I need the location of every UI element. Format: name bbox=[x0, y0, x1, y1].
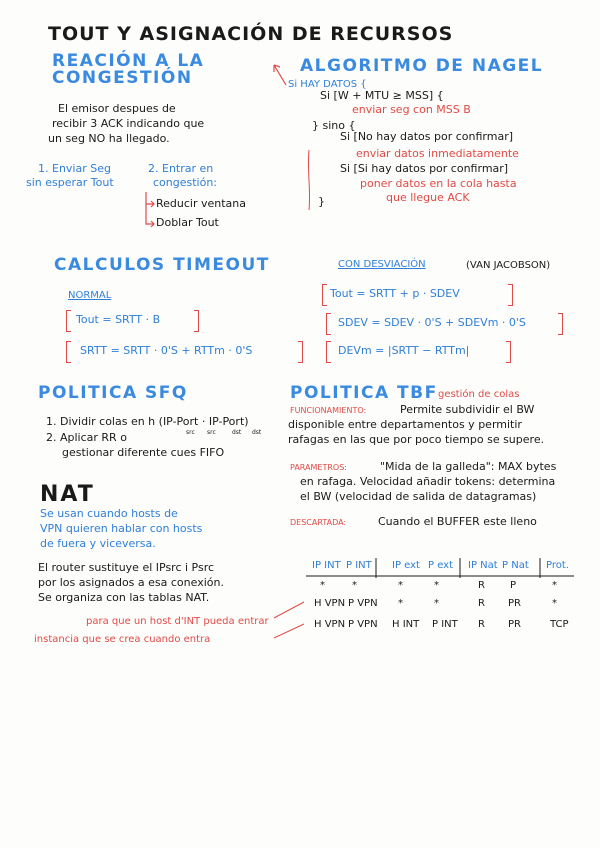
nagel-line-7: Si [Si hay datos por confirmar] bbox=[340, 162, 509, 175]
nat-cell: PR bbox=[508, 598, 521, 609]
nat-cell: * bbox=[434, 580, 439, 591]
tbf-desc-text: Cuando el BUFFER este lleno bbox=[378, 515, 537, 528]
nat-red-2: instancia que se crea cuando entra bbox=[34, 634, 211, 645]
tbf-param-1: "Mida de la galleda": MAX bytes bbox=[380, 460, 557, 473]
sfq-item-3: gestionar diferente cues FIFO bbox=[62, 446, 225, 459]
tbf-func-3: rafagas en las que por poco tiempo se supere. bbox=[288, 433, 545, 446]
nagel-heading: ALGORITMO DE NAGEL bbox=[300, 56, 544, 76]
nat-cell: * bbox=[398, 598, 403, 609]
nat-th-2: P INT bbox=[346, 560, 372, 571]
nat-blue-1: Se usan cuando hosts de bbox=[40, 507, 178, 520]
reaccion-intro-2: recibir 3 ACK indicando que bbox=[52, 117, 205, 130]
nat-blue-2: VPN quieren hablar con hosts bbox=[40, 522, 203, 535]
tbf-param-label: PARAMETROS: bbox=[290, 463, 347, 472]
nat-cell: P VPN bbox=[348, 619, 378, 630]
nagel-line-2: Si [W + MTU ≥ MSS] { bbox=[320, 89, 444, 102]
nat-th-7: Prot. bbox=[546, 560, 569, 571]
desv-formula-1: Tout = SRTT + p · SDEV bbox=[330, 287, 460, 300]
reaccion-action-1: Reducir ventana bbox=[156, 197, 247, 210]
desv-author: (VAN JACOBSON) bbox=[466, 260, 551, 271]
sfq-sub-4: dst bbox=[252, 429, 262, 436]
nat-th-1: IP INT bbox=[312, 560, 341, 571]
nat-black-1: El router sustituye el IPsrc i Psrc bbox=[38, 561, 215, 574]
desv-formula-3: DEVm = |SRTT − RTTm| bbox=[338, 344, 470, 357]
nagel-arrow bbox=[270, 57, 290, 97]
tbf-func-1: Permite subdividir el BW bbox=[400, 403, 535, 416]
nat-cell: P VPN bbox=[348, 598, 378, 609]
desv-label: CON DESVIACIÓN bbox=[338, 259, 426, 270]
nat-cell: H INT bbox=[392, 619, 420, 630]
nagel-guide bbox=[304, 150, 314, 210]
desv-formula-2: SDEV = SDEV · 0'S + SDEVm · 0'S bbox=[338, 316, 526, 329]
nagel-line-6: enviar datos inmediatamente bbox=[356, 147, 519, 160]
nat-cell: * bbox=[352, 580, 357, 591]
tbf-func-label: FUNCIONAMIENTO: bbox=[290, 406, 367, 415]
nat-cell: PR bbox=[508, 619, 521, 630]
normal-formula-1: Tout = SRTT · B bbox=[76, 313, 161, 326]
nat-heading: NAT bbox=[40, 482, 95, 507]
normal-formula-2: SRTT = SRTT · 0'S + RTTm · 0'S bbox=[80, 344, 253, 357]
reaccion-intro-1: El emisor despues de bbox=[58, 102, 176, 115]
normal-label: NORMAL bbox=[68, 290, 112, 301]
tbf-note: gestión de colas bbox=[438, 389, 520, 400]
nat-cell: * bbox=[434, 598, 439, 609]
sfq-item-1: 1. Dividir colas en h (IP-Port · IP-Port) bbox=[46, 415, 249, 428]
reaccion-opt2-b: congestión: bbox=[153, 176, 218, 189]
nat-black-3: Se organiza con las tablas NAT. bbox=[38, 591, 210, 604]
reaccion-heading: REACIÓN A LA CONGESTIÓN bbox=[52, 51, 205, 88]
nat-cell: P INT bbox=[432, 619, 458, 630]
tbf-param-3: el BW (velocidad de salida de datagramas) bbox=[300, 490, 537, 503]
sfq-heading: POLITICA SFQ bbox=[38, 383, 188, 403]
nagel-line-8: poner datos en la cola hasta bbox=[360, 177, 517, 190]
nat-cell: R bbox=[478, 619, 485, 630]
tbf-desc-label: DESCARTADA: bbox=[290, 518, 347, 527]
calculos-heading: CALCULOS TIMEOUT bbox=[54, 255, 270, 275]
nat-blue-3: de fuera y viceversa. bbox=[40, 537, 156, 550]
reaccion-action-2: Doblar Tout bbox=[156, 216, 219, 229]
nat-cell: * bbox=[320, 580, 325, 591]
nat-cell: * bbox=[398, 580, 403, 591]
reaccion-opt1-a: 1. Enviar Seg bbox=[38, 162, 111, 175]
nat-cell: H VPN bbox=[314, 619, 346, 630]
sfq-sub-2: src bbox=[207, 429, 216, 436]
nat-cell: TCP bbox=[550, 619, 569, 630]
sfq-sub-1: src bbox=[186, 429, 195, 436]
reaccion-intro-3: un seg NO ha llegado. bbox=[48, 132, 170, 145]
sfq-sub-3: dst bbox=[232, 429, 242, 436]
reaccion-opt1-b: sin esperar Tout bbox=[26, 176, 114, 189]
sfq-item-2: 2. Aplicar RR o bbox=[46, 431, 127, 444]
page-title: TOUT Y ASIGNACIÓN DE RECURSOS bbox=[48, 23, 454, 45]
nagel-line-5: Si [No hay datos por confirmar] bbox=[340, 130, 514, 143]
nagel-line-10: } bbox=[318, 195, 325, 208]
nat-cell: P bbox=[510, 580, 517, 591]
nat-th-3: IP ext bbox=[392, 560, 420, 571]
nat-cell: * bbox=[552, 580, 557, 591]
nat-th-5: IP Nat bbox=[468, 560, 498, 571]
tbf-func-2: disponible entre departamentos y permitir bbox=[288, 418, 522, 431]
nagel-line-4: } sino { bbox=[312, 119, 356, 132]
nagel-line-9: que llegue ACK bbox=[386, 191, 470, 204]
nat-th-4: P ext bbox=[428, 560, 454, 571]
nat-arrows bbox=[270, 598, 310, 648]
nat-red-1: para que un host d'INT pueda entrar bbox=[86, 616, 269, 627]
reaccion-opt2-a: 2. Entrar en bbox=[148, 162, 214, 175]
nat-cell: R bbox=[478, 598, 485, 609]
nat-th-6: P Nat bbox=[502, 560, 529, 571]
nagel-line-3: enviar seg con MSS B bbox=[352, 103, 471, 116]
nat-cell: R bbox=[478, 580, 485, 591]
nagel-line-1: Si HAY DATOS { bbox=[288, 79, 367, 90]
nat-cell: * bbox=[552, 598, 557, 609]
nat-cell: H VPN bbox=[314, 598, 346, 609]
tbf-heading: POLITICA TBF bbox=[290, 383, 438, 403]
tbf-param-2: en rafaga. Velocidad añadir tokens: determina bbox=[300, 475, 556, 488]
nat-black-2: por los asignados a esa conexión. bbox=[38, 576, 224, 589]
